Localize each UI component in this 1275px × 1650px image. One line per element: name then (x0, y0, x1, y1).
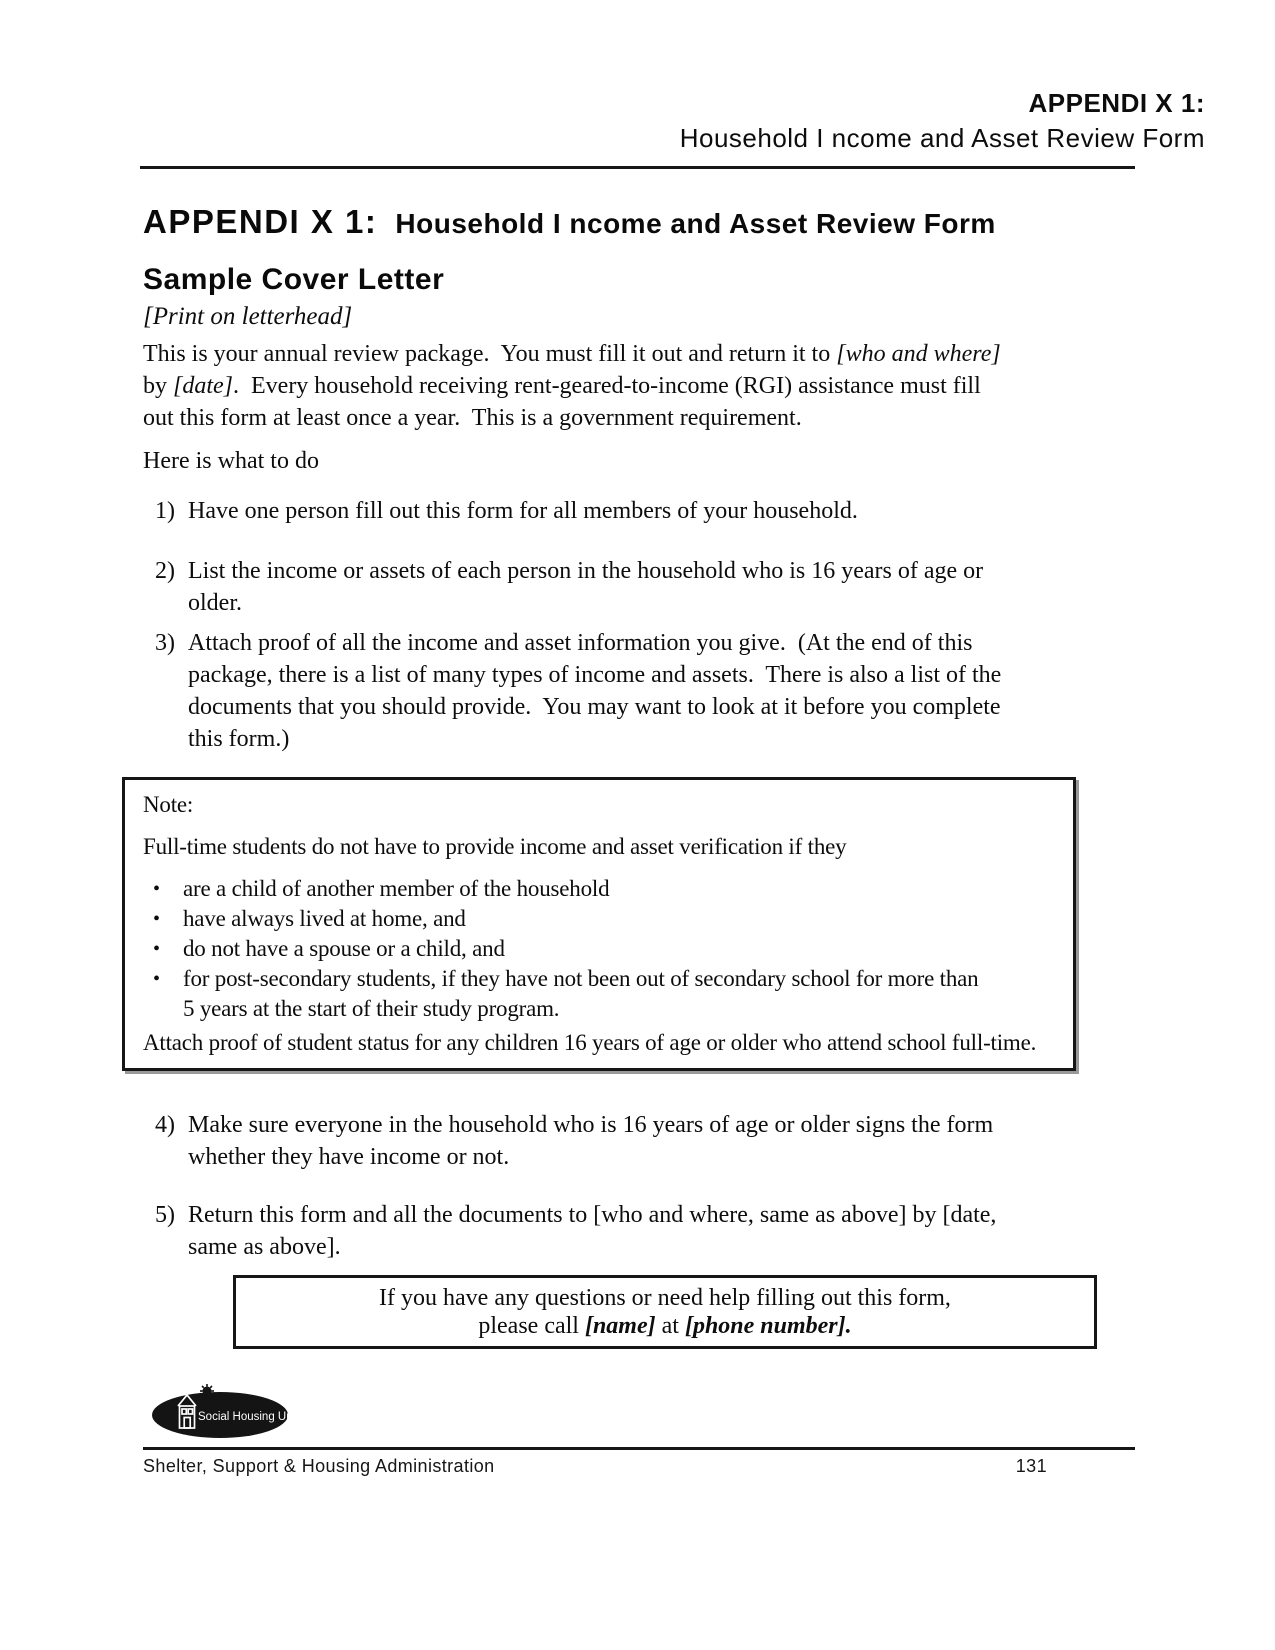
social-housing-unit-logo (150, 1383, 1135, 1435)
note-box (122, 777, 1076, 1071)
step-5-text: Return this form and all the documents to [who and where, same as above] by [date, same as above]. (188, 1202, 997, 1260)
step-5 (143, 1199, 1135, 1263)
page-number: 131 (1015, 1456, 1047, 1476)
header-form-title: Household I ncome and Asset Review Form (679, 123, 1205, 153)
step-4-text: Make sure everyone in the household who is 16 years of age or older signs the form whether they have income or not. (188, 1112, 994, 1170)
bullet-icon: • (153, 938, 160, 960)
note-footer-text: Attach proof of student status for any children 16 years of age or older who attend school full-time. (143, 1030, 1037, 1055)
step-2 (143, 555, 1135, 619)
step-1-number: 1) (155, 498, 175, 524)
note-bullet-2-text: have always lived at home, and (183, 906, 466, 931)
note-bullet-4-text: for post-secondary students, if they have not been out of secondary school for more than 5 years at the start of their study program. (183, 966, 979, 1021)
header-appendix-label: APPENDI X 1: (1028, 88, 1205, 118)
step-4-number: 4) (155, 1112, 175, 1138)
page-footer (143, 1456, 1135, 1477)
note-bullet-1-text: are a child of another member of the household (183, 876, 610, 901)
step-2-text: List the income or assets of each person in the household who is 16 years of age or older. (188, 558, 984, 616)
help-box-text: If you have any questions or need help filling out this form, please call [name] at [phone number]. (379, 1285, 951, 1339)
title-appendix-label: APPENDI X 1: (143, 203, 378, 240)
note-bullet-3 (143, 934, 1057, 964)
title-form-name: Household I ncome and Asset Review Form (395, 208, 996, 239)
note-label: Note: (143, 792, 194, 817)
note-intro: Full-time students do not have to provide income and asset verification if they (143, 834, 847, 859)
note-bullet-3-text: do not have a spouse or a child, and (183, 936, 505, 961)
note-bullet-4 (143, 964, 1057, 1024)
help-box (233, 1275, 1097, 1349)
bullet-icon: • (153, 908, 160, 930)
footer-org-name: Shelter, Support & Housing Administration (143, 1456, 495, 1476)
note-bullet-1 (143, 874, 1057, 904)
logo-label: Social Housing Unit (198, 1411, 290, 1423)
note-bullet-2 (143, 904, 1057, 934)
step-5-number: 5) (155, 1202, 175, 1228)
step-1-text: Have one person fill out this form for all members of your household. (188, 498, 858, 524)
intro-paragraph: This is your annual review package. You must fill it out and return it to [who and where] by [date]. Every household receiving rent-geared-to-income (RGI) assistance must fill out this form at least once a year. This is a government requirement. (143, 341, 1001, 431)
footer-divider (143, 1447, 1135, 1450)
step-3-number: 3) (155, 630, 175, 656)
what-to-do-heading: Here is what to do (143, 448, 319, 474)
page-title (143, 203, 1135, 241)
running-header (0, 86, 1205, 156)
step-1 (143, 495, 1135, 527)
section-heading: Sample Cover Letter (143, 263, 445, 296)
bullet-icon: • (153, 878, 160, 900)
letterhead-note: [Print on letterhead] (143, 303, 353, 330)
bullet-icon: • (153, 968, 160, 990)
step-4 (143, 1109, 1135, 1173)
step-2-number: 2) (155, 558, 175, 584)
step-3-text: Attach proof of all the income and asset information you give. (At the end of this package, there is a list of many types of income and assets. There is also a list of the documents that you should provide. You may want to look at it before you complete this form.) (188, 630, 1002, 752)
header-divider (140, 166, 1135, 169)
step-3 (143, 627, 1135, 755)
